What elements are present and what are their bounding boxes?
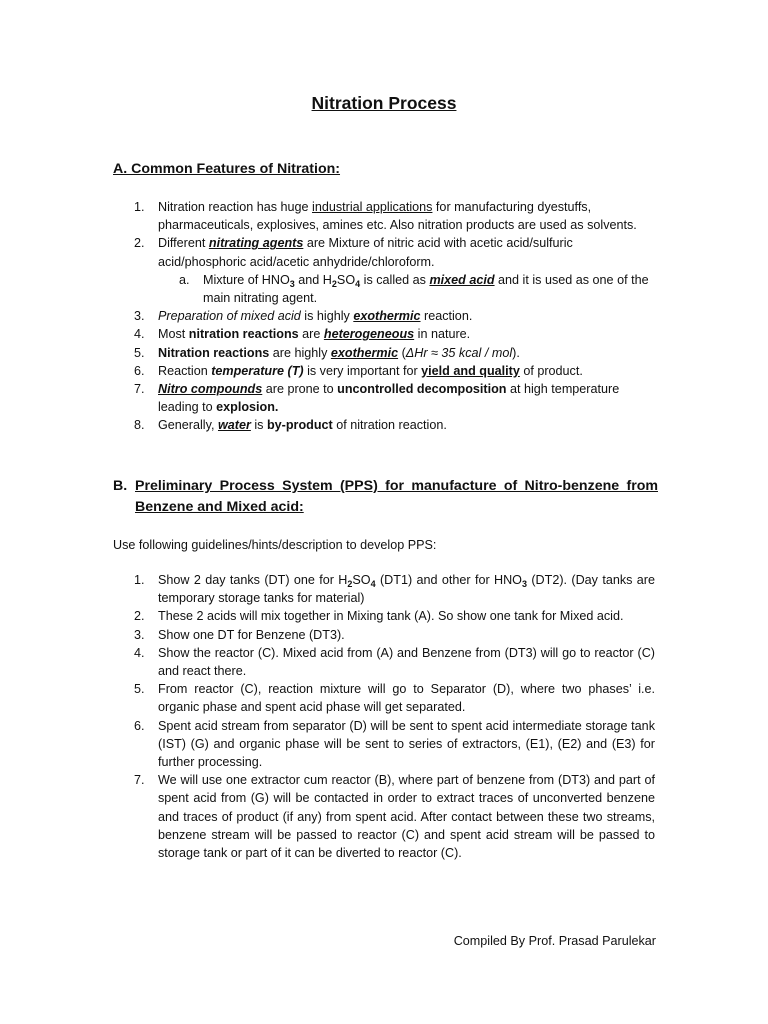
item-number: 4. xyxy=(134,645,145,660)
list-item xyxy=(134,307,655,325)
list-item xyxy=(134,680,655,716)
subscript: 4 xyxy=(355,278,361,289)
item-emphasis-text: nitrating agents xyxy=(208,236,304,251)
item-number: 3. xyxy=(134,309,145,324)
item-number: a. xyxy=(179,272,190,287)
item-text: Spent acid stream from separator (D) will be sent to spent acid intermediate storage tank (IST) (G) and organic phase will be sent to series of extractors, (E1), (E2) and (E3) for further processing. xyxy=(158,718,655,770)
subscript: 2 xyxy=(331,278,337,289)
item-text: is called as xyxy=(360,272,430,287)
item-bold-italic-text: temperature (T) xyxy=(211,363,304,378)
item-text: and H xyxy=(294,272,332,287)
item-bold-text: Nitration reactions xyxy=(158,345,270,360)
item-text: Generally, xyxy=(158,418,218,433)
item-text: in nature. xyxy=(414,327,471,342)
item-text: of product. xyxy=(519,363,583,378)
item-emphasis-text: water xyxy=(217,418,251,433)
item-emphasis-text: exothermic xyxy=(330,345,399,360)
item-number: 2. xyxy=(134,609,145,624)
item-text: is highly xyxy=(300,309,354,324)
item-number: 5. xyxy=(134,345,145,360)
item-text: ). xyxy=(512,345,520,360)
list-item xyxy=(134,571,655,607)
item-text: Nitration reaction has huge xyxy=(158,200,313,214)
item-text: These 2 acids will mix together in Mixing tank (A). So show one tank for Mixed acid. xyxy=(158,609,624,624)
item-number: 7. xyxy=(134,773,145,788)
subscript: 2 xyxy=(347,579,353,589)
item-bold-text: by-product xyxy=(266,418,333,433)
item-text: (DT1) and other for HNO xyxy=(375,573,522,587)
item-text: Different xyxy=(158,236,209,251)
subscript: 3 xyxy=(521,579,527,589)
section-b-label: B. xyxy=(113,478,128,494)
item-text: ( xyxy=(398,345,406,360)
section-a-sublist xyxy=(158,271,655,307)
list-item xyxy=(134,416,655,434)
list-item xyxy=(134,380,655,416)
item-number: 6. xyxy=(134,363,145,378)
item-text: Most xyxy=(158,327,189,342)
item-text: We will use one extractor cum reactor (B), where part of benzene from (DT3) and part of spent acid from (G) will be contacted in order to extract traces of unconverted benzene and traces of product (if any) from spent acid. After contact between these two streams, benzene stream will be passed to reactor (C) and spent acid stream will be passed to storage tank or part of it can be diverted to reactor (C). xyxy=(158,773,655,861)
item-number: 4. xyxy=(134,327,145,342)
item-text: reaction. xyxy=(420,309,473,324)
item-text: From reactor (C), reaction mixture will go to Separator (D), where two phases’ i.e. organic phase and spent acid phase will get separated. xyxy=(158,682,655,715)
item-text: of nitration reaction. xyxy=(332,418,447,433)
list-item xyxy=(134,717,655,772)
subscript: 4 xyxy=(370,579,376,589)
item-text: at high temperature leading to xyxy=(158,382,620,415)
item-text: (DT2). (Day tanks are temporary storage tanks for material) xyxy=(158,573,655,606)
item-text: Reaction xyxy=(158,363,212,378)
item-number: 1. xyxy=(134,573,145,587)
item-text: are xyxy=(298,327,324,342)
section-b-title: Preliminary Process System (PPS) for manufacture of Nitro-benzene from Benzene and Mixed acid: xyxy=(135,478,658,515)
item-emphasis-text: yield and quality xyxy=(421,363,520,378)
page-title: Nitration Process xyxy=(311,93,457,113)
section-b-heading xyxy=(113,476,658,518)
item-bold-text: nitration reactions xyxy=(188,327,299,342)
item-emphasis-text: exothermic xyxy=(353,309,421,324)
item-italic-text: ΔHr ≈ 35 kcal / mol xyxy=(405,345,513,360)
item-underline-text: industrial applications xyxy=(312,200,433,214)
item-emphasis-text: heterogeneous xyxy=(323,327,415,342)
item-bold-text: explosion. xyxy=(216,400,279,415)
item-italic-text: Preparation of mixed acid xyxy=(158,309,301,324)
section-a-list xyxy=(134,198,655,435)
item-text: Show 2 day tanks (DT) one for H xyxy=(158,573,348,587)
item-text: are Mixture of nitric acid with acetic acid/sulfuric acid/phosphoric acid/acetic anhydride/chloroform. xyxy=(158,236,573,269)
item-text: SO xyxy=(352,573,371,587)
item-number: 6. xyxy=(134,718,145,733)
item-bold-text: uncontrolled decomposition xyxy=(337,382,507,397)
list-item xyxy=(134,626,655,644)
item-emphasis-text: Nitro compounds xyxy=(158,382,263,397)
subscript: 3 xyxy=(289,278,295,289)
item-text: Show the reactor (C). Mixed acid from (A) and Benzene from (DT3) will go to reactor (C) and react there. xyxy=(158,645,655,679)
item-text: are prone to xyxy=(262,382,338,397)
section-b-list xyxy=(134,571,655,862)
list-item xyxy=(134,607,655,625)
list-item xyxy=(134,362,655,380)
item-emphasis-text: mixed acid xyxy=(429,272,495,287)
item-text: is very important for xyxy=(303,363,422,378)
item-number: 1. xyxy=(134,200,145,214)
sublist-item xyxy=(179,271,655,307)
item-text: is xyxy=(250,418,267,433)
item-number: 3. xyxy=(134,627,145,642)
item-text: for manufacturing dyestuffs, pharmaceuticals, explosives, amines etc. Also nitration products are used as solvents. xyxy=(158,200,637,233)
item-number: 8. xyxy=(134,418,145,433)
list-item xyxy=(134,644,655,680)
item-text: and it is used as one of the main nitrating agent. xyxy=(203,272,649,306)
list-item xyxy=(134,771,655,862)
item-text: SO xyxy=(336,272,356,287)
list-item xyxy=(134,325,655,343)
item-text: Mixture of HNO xyxy=(203,272,290,287)
list-item xyxy=(134,234,655,307)
item-number: 2. xyxy=(134,236,145,251)
item-number: 5. xyxy=(134,682,145,697)
list-item xyxy=(134,198,655,234)
item-text: are highly xyxy=(269,345,331,360)
list-item xyxy=(134,344,655,362)
item-number: 7. xyxy=(134,382,145,397)
item-text: Show one DT for Benzene (DT3). xyxy=(158,627,345,642)
author-credit: Compiled By Prof. Prasad Parulekar xyxy=(453,934,656,948)
section-b-intro: Use following guidelines/hints/description to develop PPS: xyxy=(113,538,437,552)
section-a-heading: A. Common Features of Nitration: xyxy=(113,161,341,177)
